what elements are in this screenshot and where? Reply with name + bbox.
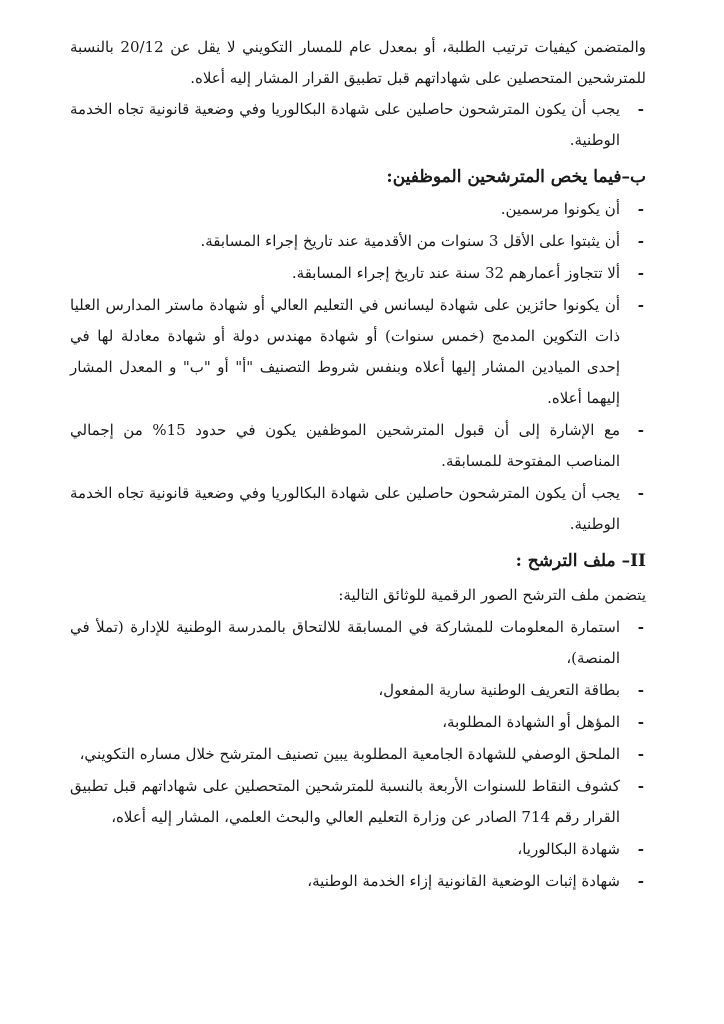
list-item-text: يجب أن يكون المترشحون حاصلين على شهادة البكالوريا وفي وضعية قانونية تجاه الخدمة الوطنية. xyxy=(70,100,620,149)
list-item xyxy=(70,707,646,738)
section-title: – ملف الترشح : xyxy=(515,551,631,571)
list-item-text: مع الإشارة إلى أن قبول المترشحين الموظفين يكون في حدود 15% من إجمالي المناصب المفتوحة للمسابقة. xyxy=(70,421,620,470)
list-item xyxy=(70,771,646,833)
list-item-text: أن يكونوا حائزين على شهادة ليسانس في التعليم العالي أو شهادة ماستر المدارس العليا ذات التكوين المدمج (خمس سنوات) أو شهادة مهندس دولة أو شهادة معادلة لها في إحدى الميادين المشار إليها أعلاه وبنفس شروط التصنيف "أ" أو "ب" و المعدل المشار إليهما أعلاه. xyxy=(70,296,620,407)
dash-bullet: - xyxy=(637,264,644,282)
section-b-heading: ب–فيما يخص المترشحين الموظفين: xyxy=(386,167,646,187)
list-item xyxy=(70,226,646,257)
list-item-text: شهادة إثبات الوضعية القانونية إزاء الخدمة الوطنية، xyxy=(307,872,620,890)
list-item-text: ألا تتجاوز أعمارهم 32 سنة عند تاريخ إجراء المسابقة. xyxy=(291,264,620,282)
list-item xyxy=(70,258,646,289)
section-ii-list xyxy=(70,612,646,897)
list-item xyxy=(70,834,646,865)
list-item-text: استمارة المعلومات للمشاركة في المسابقة للالتحاق بالمدرسة الوطنية للإدارة (تملأ في المنصة)، xyxy=(70,618,620,667)
dash-bullet: - xyxy=(637,840,644,858)
list-item-text: يجب أن يكون المترشحون حاصلين على شهادة البكالوريا وفي وضعية قانونية تجاه الخدمة الوطنية. xyxy=(70,484,620,533)
dash-bullet: - xyxy=(637,100,644,118)
list-item-text: شهادة البكالوريا، xyxy=(517,840,620,858)
list-item-text: كشوف النقاط للسنوات الأربعة بالنسبة للمترشحين المتحصلين على شهاداتهم قبل تطبيق القرار رقم 714 الصادر عن وزارة التعليم العالي والبحث العلمي، المشار إليه أعلاه، xyxy=(70,777,620,826)
dash-bullet: - xyxy=(637,681,644,699)
first-list xyxy=(70,94,646,156)
list-item-text: المؤهل أو الشهادة المطلوبة، xyxy=(442,713,620,731)
section-b-list xyxy=(70,194,646,540)
dash-bullet: - xyxy=(637,872,644,890)
list-item-text: بطاقة التعريف الوطنية سارية المفعول، xyxy=(378,681,620,699)
dash-bullet: - xyxy=(637,777,644,795)
list-item xyxy=(70,94,646,156)
dash-bullet: - xyxy=(637,484,644,502)
list-item xyxy=(70,866,646,897)
list-item xyxy=(70,478,646,540)
list-item-text: الملحق الوصفي للشهادة الجامعية المطلوبة يبين تصنيف المترشح خلال مساره التكويني، xyxy=(79,745,620,763)
dash-bullet: - xyxy=(637,232,644,250)
list-item xyxy=(70,290,646,414)
list-item xyxy=(70,612,646,674)
continuation-paragraph: والمتضمن كيفيات ترتيب الطلبة، أو بمعدل عام للمسار التكويني لا يقل عن 20/12 بالنسبة للمترشحين المتحصلين على شهاداتهم قبل تطبيق القرار المشار إليه أعلاه. xyxy=(70,38,646,87)
list-item-text: أن يثبتوا على الأقل 3 سنوات من الأقدمية عند تاريخ إجراء المسابقة. xyxy=(200,232,620,250)
dash-bullet: - xyxy=(637,745,644,763)
dash-bullet: - xyxy=(637,200,644,218)
dash-bullet: - xyxy=(637,618,644,636)
section-ii-heading xyxy=(70,546,646,576)
dash-bullet: - xyxy=(637,713,644,731)
dash-bullet: - xyxy=(637,421,644,439)
list-item xyxy=(70,415,646,477)
list-item xyxy=(70,739,646,770)
section-ii-intro: يتضمن ملف الترشح الصور الرقمية للوثائق التالية: xyxy=(338,586,646,604)
section-number: II xyxy=(630,551,646,571)
list-item xyxy=(70,675,646,706)
dash-bullet: - xyxy=(637,296,644,314)
list-item-text: أن يكونوا مرسمين. xyxy=(500,200,620,218)
list-item xyxy=(70,194,646,225)
